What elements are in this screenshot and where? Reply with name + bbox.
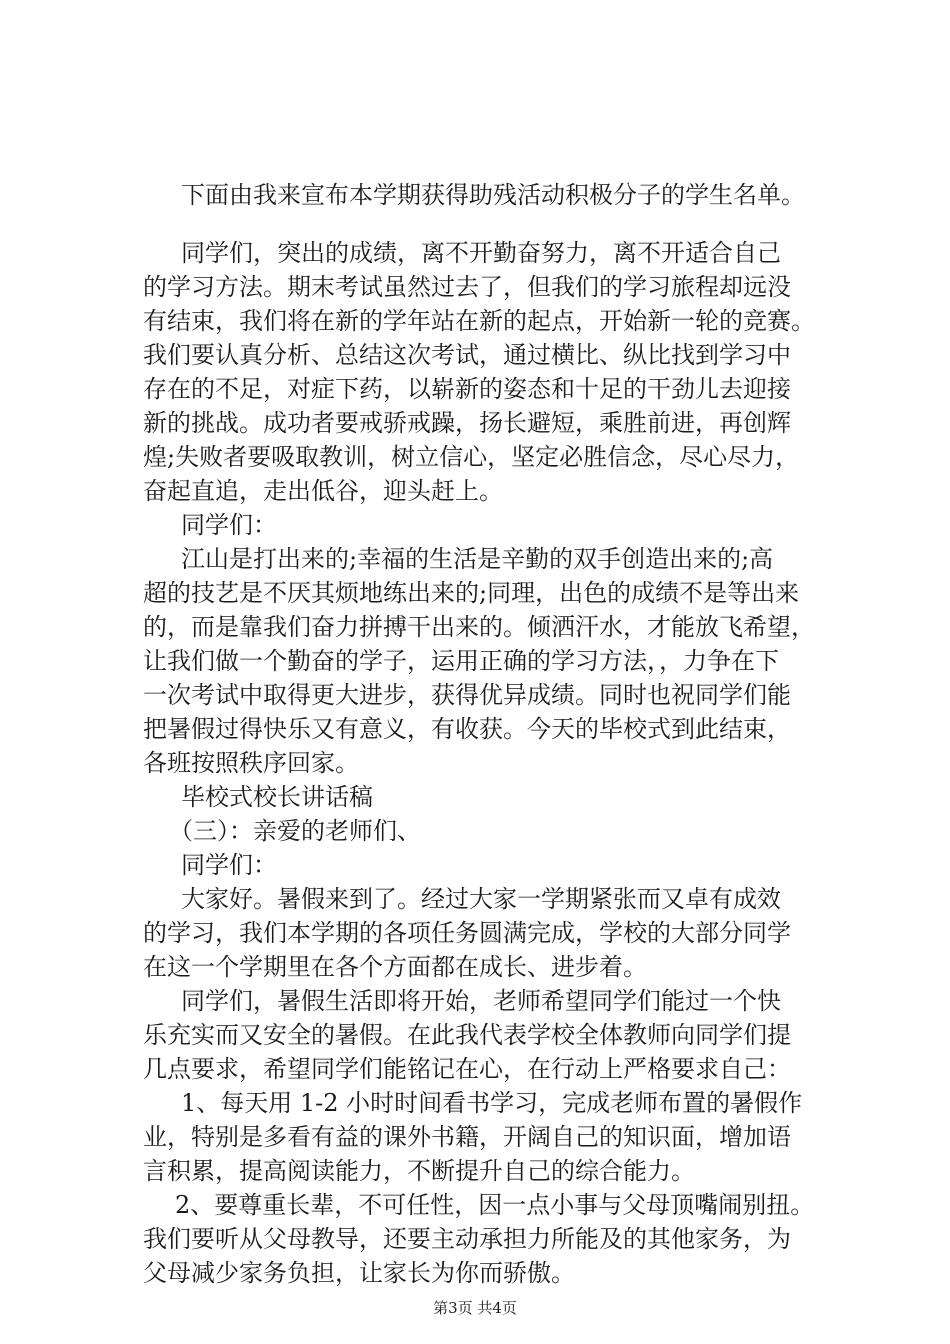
paragraph-line: 有结束，我们将在新的学年站在新的起点，开始新一轮的竞赛。 — [143, 307, 815, 335]
paragraph-line: 同学们： — [181, 851, 277, 879]
paragraph-line: 几点要求，希望同学们能铭记在心，在行动上严格要求自己： — [143, 1055, 791, 1083]
paragraph-line: 言积累，提高阅读能力，不断提升自己的综合能力。 — [143, 1157, 695, 1185]
paragraph-line: 煌;失败者要吸取教训，树立信心，坚定必胜信念，尽心尽力， — [143, 443, 800, 471]
paragraph-line: 把暑假过得快乐又有意义，有收获。今天的毕校式到此结束， — [143, 715, 791, 743]
paragraph-line: 的，而是靠我们奋力拼搏干出来的。倾洒汗水，才能放飞希望， — [143, 613, 815, 641]
paragraph-line: 同学们： — [181, 511, 277, 539]
page-number-footer: 第3页 共4页 — [433, 1299, 517, 1317]
paragraph-line: 存在的不足，对症下药，以崭新的姿态和十足的干劲儿去迎接 — [143, 375, 791, 403]
paragraph-line: 超的技艺是不厌其烦地练出来的;同理，出色的成绩不是等出来 — [143, 579, 800, 607]
paragraph-line: 我们要听从父母教导，还要主动承担力所能及的其他家务，为 — [143, 1225, 791, 1253]
paragraph-line: 新的挑战。成功者要戒骄戒躁，扬长避短，乘胜前进，再创辉 — [143, 409, 791, 437]
paragraph-line: 大家好。暑假来到了。经过大家一学期紧张而又卓有成效 — [181, 885, 781, 913]
paragraph-line: 下面由我来宣布本学期获得助残活动积极分子的学生名单。 — [181, 181, 805, 209]
paragraph-line: 奋起直追，走出低谷，迎头赶上。 — [143, 477, 503, 505]
paragraph-line: 的学习方法。期末考试虽然过去了，但我们的学习旅程却远没 — [143, 273, 791, 301]
paragraph-line: 的学习，我们本学期的各项任务圆满完成，学校的大部分同学 — [143, 919, 791, 947]
paragraph-line: 江山是打出来的;幸福的生活是辛勤的双手创造出来的;高 — [181, 545, 774, 573]
paragraph-line: （三）：亲爱的老师们、 — [169, 817, 421, 845]
paragraph-line: 让我们做一个勤奋的学子，运用正确的学习方法，，力争在下 — [143, 647, 779, 675]
paragraph-line: 一次考试中取得更大进步，获得优异成绩。同时也祝同学们能 — [143, 681, 791, 709]
paragraph-line: 我们要认真分析、总结这次考试，通过横比、纵比找到学习中 — [143, 341, 791, 369]
paragraph-line: 各班按照秩序回家。 — [143, 749, 359, 777]
section-title: 毕校式校长讲话稿 — [181, 783, 373, 811]
paragraph-line: 2、要尊重长辈，不可任性，因一点小事与父母顶嘴闹别扭。 — [175, 1191, 815, 1219]
paragraph-line: 父母减少家务负担，让家长为你而骄傲。 — [143, 1259, 575, 1287]
paragraph-line: 同学们，暑假生活即将开始，老师希望同学们能过一个快 — [181, 987, 781, 1015]
paragraph-line: 1、每天用 1-2 小时时间看书学习，完成老师布置的暑假作 — [181, 1089, 803, 1117]
paragraph-line: 在这一个学期里在各个方面都在成长、进步着。 — [143, 953, 647, 981]
paragraph-line: 业，特别是多看有益的课外书籍，开阔自己的知识面，增加语 — [143, 1123, 791, 1151]
paragraph-line: 同学们，突出的成绩，离不开勤奋努力，离不开适合自己 — [181, 239, 781, 267]
paragraph-line: 乐充实而又安全的暑假。在此我代表学校全体教师向同学们提 — [143, 1021, 791, 1049]
